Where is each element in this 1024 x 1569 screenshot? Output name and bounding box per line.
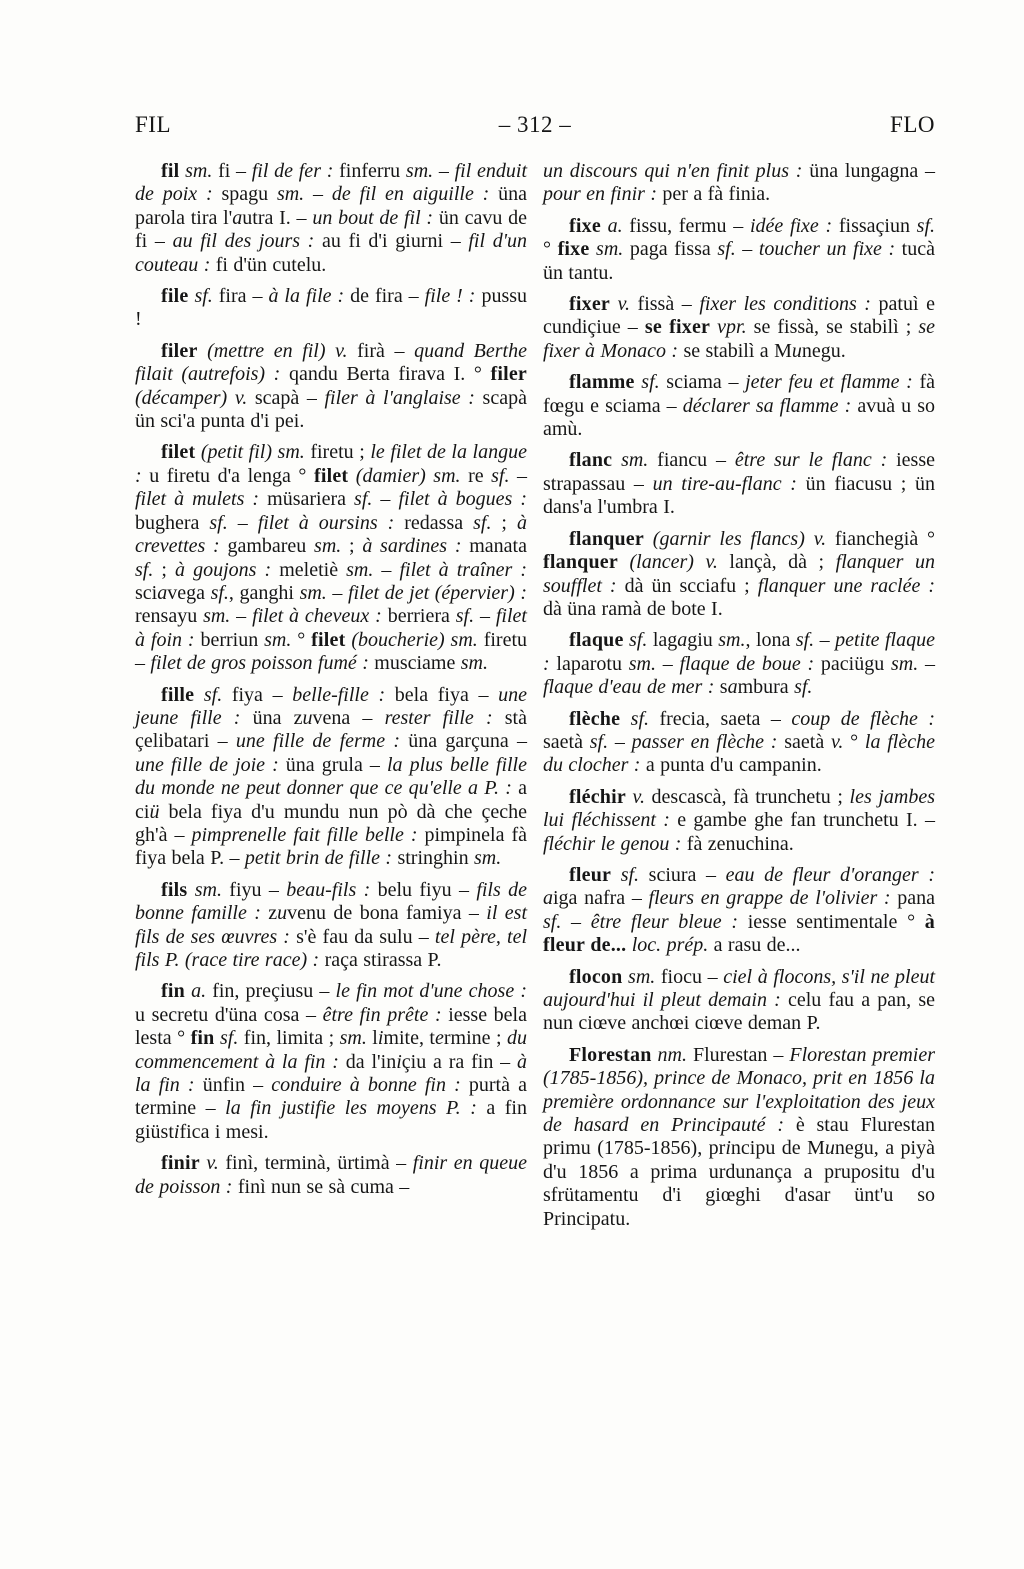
dictionary-entry: flanquer (garnir les flancs) v. fianchegià ° flanquer (lancer) v. lançà, dà ; flanquer un soufflet : dà ün scciafu ; flanquer une raclée : dà üna ramà de bote I. — [543, 527, 936, 620]
running-head — [135, 112, 935, 138]
dictionary-entry: finir v. finì, terminà, ürtimà – finir en queue de poisson : finì nun se sà cuma – — [135, 1152, 527, 1198]
left-column — [135, 160, 527, 1231]
dictionary-entry: fils sm. fiyu – beau-fils : belu fiyu – fils de bonne famille : zuvenu de bona famiya – il est fils de ses œuvres : s'è fau da sulu – tel père, tel fils P. (race tire race) : raça stirassa P. — [135, 878, 528, 971]
dictionary-entry: fille sf. fiya – belle-fille : bela fiya – une jeune fille : üna zuvena – rester fille : stà çelibatari – une fille de ferme : üna garçuna – une fille de joie : üna grula – la plus belle fille du monde ne peut donner que ce qu'elle a P. : a ciü bela fiya d'u mundu nun pò dà che çeche gh'à – pimprenelle fait fille belle : pimpinela fà fiya bela P. – petit brin de fille : stringhin sm. — [135, 683, 528, 870]
guide-word-right: FLO — [890, 112, 935, 137]
dictionary-entry: filer (mettre en fil) v. firà – quand Berthe filait (autrefois) : qandu Berta firava I. ° filer (décamper) v. scapà – filer à l'anglaise : scapà ün sci'a punta d'i pei. — [135, 339, 527, 433]
dictionary-entry: un discours qui n'en finit plus : üna lungagna – pour en finir : per a fà finia. — [543, 160, 936, 206]
dictionary-entry: flocon sm. fiocu – ciel à flocons, s'il ne pleut aujourd'hui il pleut demain : celu fau a pan, se nun ciœve anchœi ciœve deman P. — [543, 965, 936, 1035]
dictionary-entry: flaque sf. lagagiu sm., lona sf. – petite flaque : laparotu sm. – flaque de boue : paciügu sm. – flaque d'eau de mer : sambura sf. — [543, 629, 935, 699]
dictionary-entry: Florestan nm. Flurestan – Florestan premier (1785-1856), prince de Monaco, prit en 1856 la première ordonnance sur l'exploitation des jeux de hasard en Principauté : è stau Flurestan primu (1785-1856), principu de Munegu, a piyà d'u 1856 a prima urdunança a prupositu d'u sfrütamentu d'i giœghi d'asar ünt'u so Principatu. — [543, 1043, 936, 1230]
dictionary-entry: file sf. fira – à la file : de fira – file ! : pussu ! — [135, 285, 528, 331]
right-column — [543, 160, 935, 1231]
dictionary-entry: flèche sf. frecia, saeta – coup de flèche : saetà sf. – passer en flèche : saetà v. ° la flèche du clocher : a punta d'u campanin. — [543, 707, 935, 777]
dictionary-entry: fleur sf. sciura – eau de fleur d'oranger : aiga nafra – fleurs en grappe de l'olivier : pana sf. – être fleur bleue : iesse sentimentale ° à fleur de... loc. prép. a rasu de... — [543, 863, 936, 957]
dictionary-entry: fin a. fin, preçiusu – le fin mot d'une chose : u secretu d'üna cosa – être fin prête : iesse bela lesta ° fin sf. fin, limita ; sm. limite, termine ; du commencement à la fin : da l'iniçiu a ra fin – à la fin : ünfin – conduire à bonne fin : purtà a termine – la fin justifie les moyens P. : a fin giüstifica i mesi. — [135, 980, 527, 1143]
guide-word-left: FIL — [135, 112, 171, 137]
page-number: – 312 – — [498, 112, 572, 137]
dictionary-entry: fixe a. fissu, fermu – idée fixe : fissaçiun sf. ° fixe sm. paga fissa sf. – toucher un fixe : tucà ün tantu. — [543, 214, 935, 284]
dictionary-entry: fléchir v. descascà, fà trunchetu ; les jambes lui fléchissent : e gambe ghe fan trunchetu I. – fléchir le genou : fà zenuchina. — [543, 785, 936, 855]
dictionary-entry: flanc sm. fiancu – être sur le flanc : iesse strapassau – un tire-au-flanc : ün fiacusu ; ün dans'a l'umbra I. — [543, 449, 935, 519]
dictionary-entry: fixer v. fissà – fixer les conditions : patuì e cundiçiue – se fixer vpr. se fissà, se stabilì ; se fixer à Monaco : se stabilì a Munegu. — [543, 293, 935, 362]
text-columns — [135, 160, 935, 1231]
dictionary-entry: filet (petit fil) sm. firetu ; le filet de la langue : u firetu d'a lenga ° filet (damier) sm. re sf. – filet à mulets : müsariera sf. – filet à bogues : bughera sf. – filet à oursins : redassa sf. ; à crevettes : gambareu sm. ; à sardines : manata sf. ; à goujons : meletiè sm. – filet à traîner : sciavega sf., ganghi sm. – filet de jet (épervier) : rensayu sm. – filet à cheveux : berriera sf. – filet à foin : berriun sm. ° filet (boucherie) sm. firetu – filet de gros poisson fumé : musciame sm. — [135, 441, 528, 675]
dictionary-entry: fil sm. fi – fil de fer : finferru sm. – fil enduit de poix : spagu sm. – de fil en aiguille : üna parola tira l'autra I. – un bout de fil : ün cavu de fi – au fil des jours : au fi d'i giurni – fil d'un couteau : fi d'ün cutelu. — [135, 160, 528, 276]
dictionary-entry: flamme sf. sciama – jeter feu et flamme : fà fœgu e sciama – déclarer sa flamme : avuà u so amù. — [543, 371, 936, 441]
